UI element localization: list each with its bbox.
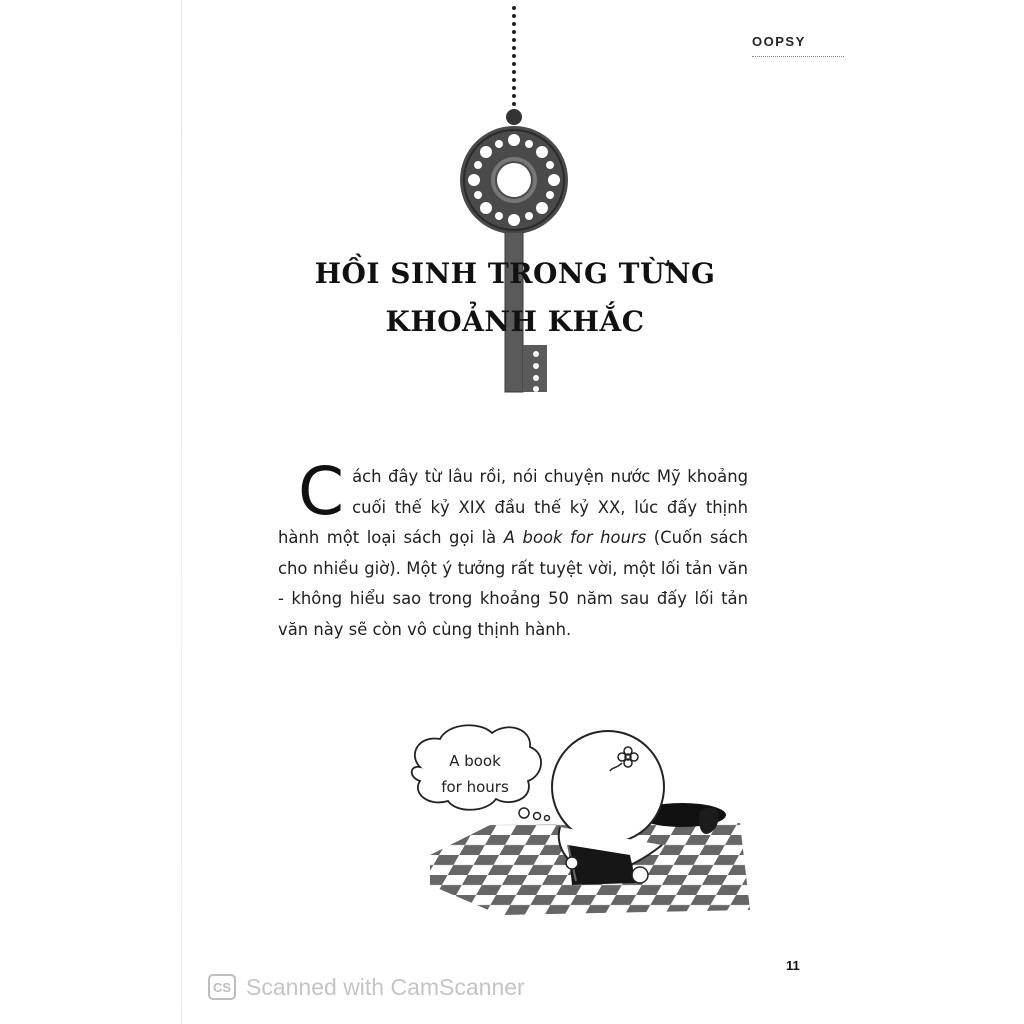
key-bow: [460, 126, 568, 234]
body-text-part-1: ách đây từ lâu rồi, nói chuyện nước Mỹ khoảng cuối thế kỷ XIX đầu thế kỷ XX, lúc đấy thịnh hành một loại sách gọi là: [278, 467, 748, 547]
page-number: 11: [786, 958, 800, 973]
thought-bubble-text: [420, 748, 530, 800]
body-paragraph: [278, 453, 749, 645]
bubble-line-2: for hours: [441, 778, 509, 796]
header-dotted-rule: [752, 56, 844, 57]
watermark-text: Scanned with CamScanner: [246, 973, 525, 1000]
drop-cap: C: [298, 453, 345, 530]
key-chain: [506, 6, 522, 125]
chapter-title-line-1: HỒI SINH TRONG TỪNG: [314, 257, 716, 290]
book-title-italic: A book for hours: [503, 528, 647, 547]
chapter-title-line-2: KHOẢNH KHẮC: [385, 305, 645, 338]
chapter-title: [300, 250, 730, 346]
page-edge: [181, 0, 182, 1024]
camscanner-watermark: [208, 972, 525, 1002]
running-header-brand: OOPSY: [752, 34, 806, 49]
reading-character-illustration: [400, 715, 760, 920]
body-text-part-2: (Cuốn sách cho nhiều giờ). Một ý tưởng rất tuyệt vời, một lối tản văn - không hiểu sao trong khoảng 50 năm sau đấy lối tản văn này sẽ còn vô cùng thịnh hành.: [278, 528, 749, 639]
bubble-line-1: A book: [449, 752, 501, 770]
camscanner-logo-icon: CS: [208, 974, 236, 1000]
